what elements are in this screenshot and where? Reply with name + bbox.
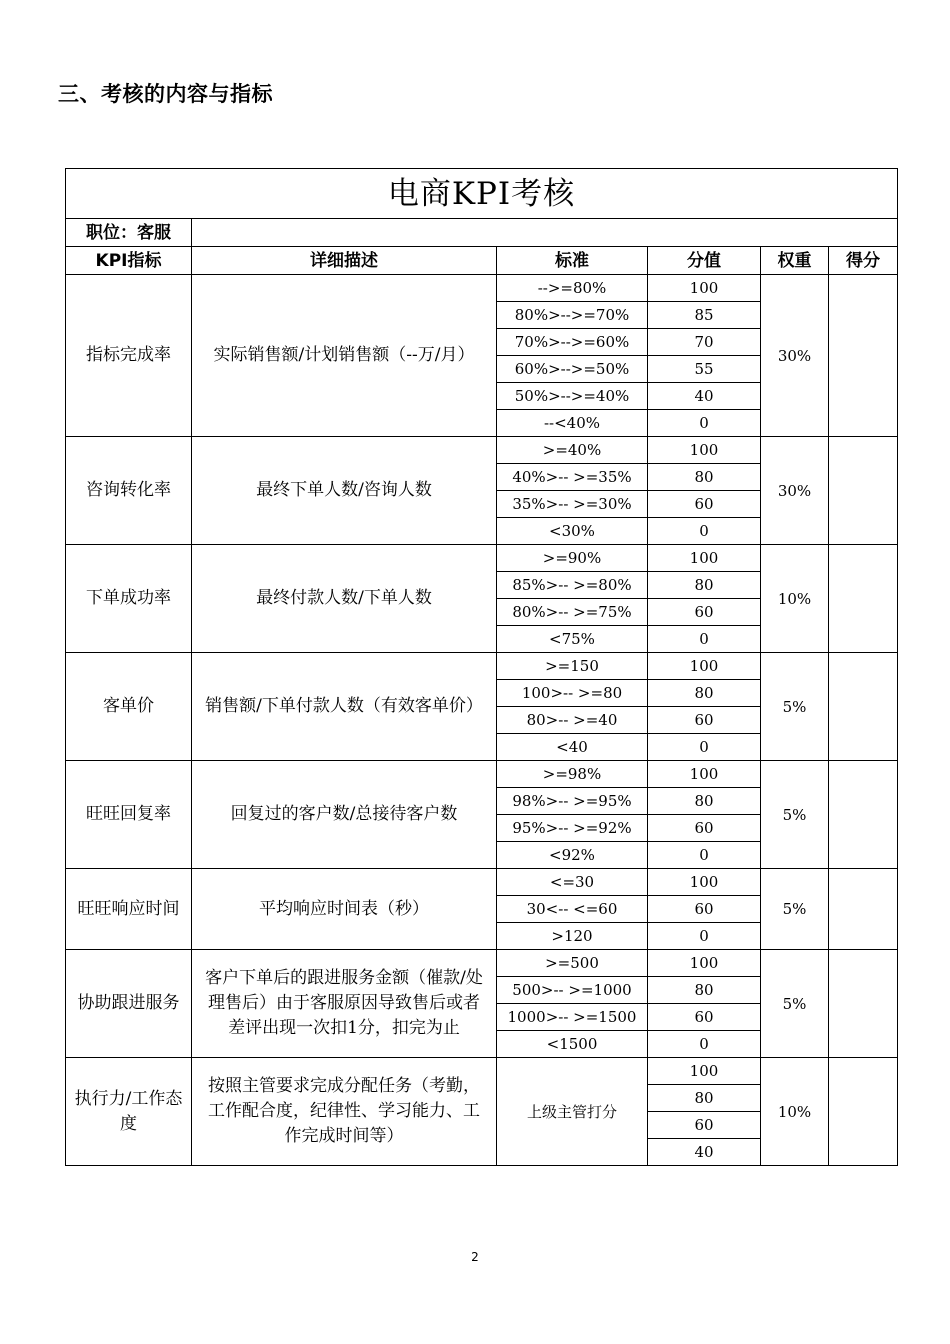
score-cell: 100 [648, 275, 761, 302]
score-cell: 80 [648, 977, 761, 1004]
standard-cell: <40 [497, 734, 648, 761]
score-cell: 0 [648, 734, 761, 761]
standard-cell: 50%>-->=40% [497, 383, 648, 410]
result-cell[interactable] [829, 545, 898, 653]
kpi-metric: 旺旺回复率 [66, 761, 192, 869]
score-cell: 40 [648, 1139, 761, 1166]
header-description: 详细描述 [192, 247, 497, 275]
kpi-metric: 指标完成率 [66, 275, 192, 437]
header-weight: 权重 [761, 247, 829, 275]
table-row [66, 1058, 898, 1085]
weight-cell: 5% [761, 950, 829, 1058]
table-row [66, 950, 898, 977]
kpi-metric: 协助跟进服务 [66, 950, 192, 1058]
score-cell: 100 [648, 653, 761, 680]
kpi-description: 销售额/下单付款人数（有效客单价） [192, 653, 497, 761]
table-row [66, 545, 898, 572]
score-cell: 60 [648, 599, 761, 626]
section-heading: 三、考核的内容与指标 [58, 82, 273, 106]
standard-cell: 98%>-- >=95% [497, 788, 648, 815]
score-cell: 0 [648, 923, 761, 950]
standard-cell: 60%>-->=50% [497, 356, 648, 383]
standard-cell: >=40% [497, 437, 648, 464]
score-cell: 0 [648, 410, 761, 437]
score-cell: 0 [648, 626, 761, 653]
kpi-table [65, 168, 898, 1166]
kpi-description: 按照主管要求完成分配任务（考勤，工作配合度，纪律性、学习能力、工作完成时间等） [192, 1058, 497, 1166]
score-cell: 100 [648, 869, 761, 896]
standard-cell: >=150 [497, 653, 648, 680]
kpi-metric: 旺旺响应时间 [66, 869, 192, 950]
standard-cell: <75% [497, 626, 648, 653]
score-cell: 100 [648, 545, 761, 572]
standard-cell: 40%>-- >=35% [497, 464, 648, 491]
kpi-metric: 下单成功率 [66, 545, 192, 653]
header-kpi: KPI指标 [66, 247, 192, 275]
standard-cell: <92% [497, 842, 648, 869]
standard-cell: >=90% [497, 545, 648, 572]
table-title: 电商KPI考核 [66, 169, 898, 219]
header-result: 得分 [829, 247, 898, 275]
result-cell[interactable] [829, 275, 898, 437]
standard-cell: --<40% [497, 410, 648, 437]
standard-cell: 1000>-- >=1500 [497, 1004, 648, 1031]
score-cell: 60 [648, 1112, 761, 1139]
standard-cell: 500>-- >=1000 [497, 977, 648, 1004]
score-cell: 60 [648, 1004, 761, 1031]
score-cell: 85 [648, 302, 761, 329]
standard-cell: 95%>-- >=92% [497, 815, 648, 842]
standard-cell: 80%>-- >=75% [497, 599, 648, 626]
score-cell: 100 [648, 761, 761, 788]
standard-cell: <=30 [497, 869, 648, 896]
standard-cell: 30<-- <=60 [497, 896, 648, 923]
result-cell[interactable] [829, 437, 898, 545]
score-cell: 80 [648, 788, 761, 815]
header-row [66, 247, 898, 275]
table-row [66, 275, 898, 302]
score-cell: 100 [648, 437, 761, 464]
weight-cell: 30% [761, 437, 829, 545]
standard-cell: 35%>-- >=30% [497, 491, 648, 518]
kpi-description: 实际销售额/计划销售额（--万/月） [192, 275, 497, 437]
weight-cell: 5% [761, 761, 829, 869]
standard-cell: <30% [497, 518, 648, 545]
header-standard: 标准 [497, 247, 648, 275]
result-cell[interactable] [829, 653, 898, 761]
score-cell: 80 [648, 1085, 761, 1112]
weight-cell: 10% [761, 545, 829, 653]
result-cell[interactable] [829, 1058, 898, 1166]
score-cell: 55 [648, 356, 761, 383]
standard-cell: 85%>-- >=80% [497, 572, 648, 599]
standard-cell: 70%>-->=60% [497, 329, 648, 356]
kpi-metric: 咨询转化率 [66, 437, 192, 545]
score-cell: 60 [648, 896, 761, 923]
result-cell[interactable] [829, 869, 898, 950]
score-cell: 80 [648, 680, 761, 707]
kpi-description: 最终下单人数/咨询人数 [192, 437, 497, 545]
score-cell: 60 [648, 707, 761, 734]
header-score: 分值 [648, 247, 761, 275]
table-row [66, 761, 898, 788]
score-cell: 0 [648, 1031, 761, 1058]
table-row [66, 437, 898, 464]
score-cell: 60 [648, 815, 761, 842]
position-value-cell[interactable] [192, 219, 898, 247]
score-cell: 60 [648, 491, 761, 518]
page-number: 2 [471, 1250, 479, 1264]
standard-cell: 80>-- >=40 [497, 707, 648, 734]
score-cell: 0 [648, 842, 761, 869]
kpi-metric: 执行力/工作态度 [66, 1058, 192, 1166]
weight-cell: 30% [761, 275, 829, 437]
kpi-metric: 客单价 [66, 653, 192, 761]
table-row [66, 653, 898, 680]
standard-cell: 80%>-->=70% [497, 302, 648, 329]
weight-cell: 10% [761, 1058, 829, 1166]
standard-cell: 100>-- >=80 [497, 680, 648, 707]
weight-cell: 5% [761, 869, 829, 950]
kpi-description: 客户下单后的跟进服务金额（催款/处理售后）由于客服原因导致售后或者差评出现一次扣1分，扣完为止 [192, 950, 497, 1058]
table-row [66, 869, 898, 896]
score-cell: 80 [648, 572, 761, 599]
standard-cell: 上级主管打分 [497, 1058, 648, 1166]
position-label: 职位：客服 [66, 219, 192, 247]
score-cell: 100 [648, 950, 761, 977]
standard-cell: >120 [497, 923, 648, 950]
result-cell[interactable] [829, 761, 898, 869]
score-cell: 70 [648, 329, 761, 356]
kpi-description: 平均响应时间表（秒） [192, 869, 497, 950]
result-cell[interactable] [829, 950, 898, 1058]
score-cell: 0 [648, 518, 761, 545]
standard-cell: -->=80% [497, 275, 648, 302]
score-cell: 80 [648, 464, 761, 491]
standard-cell: <1500 [497, 1031, 648, 1058]
standard-cell: >=98% [497, 761, 648, 788]
standard-cell: >=500 [497, 950, 648, 977]
weight-cell: 5% [761, 653, 829, 761]
kpi-description: 最终付款人数/下单人数 [192, 545, 497, 653]
kpi-description: 回复过的客户数/总接待客户数 [192, 761, 497, 869]
score-cell: 40 [648, 383, 761, 410]
score-cell: 100 [648, 1058, 761, 1085]
